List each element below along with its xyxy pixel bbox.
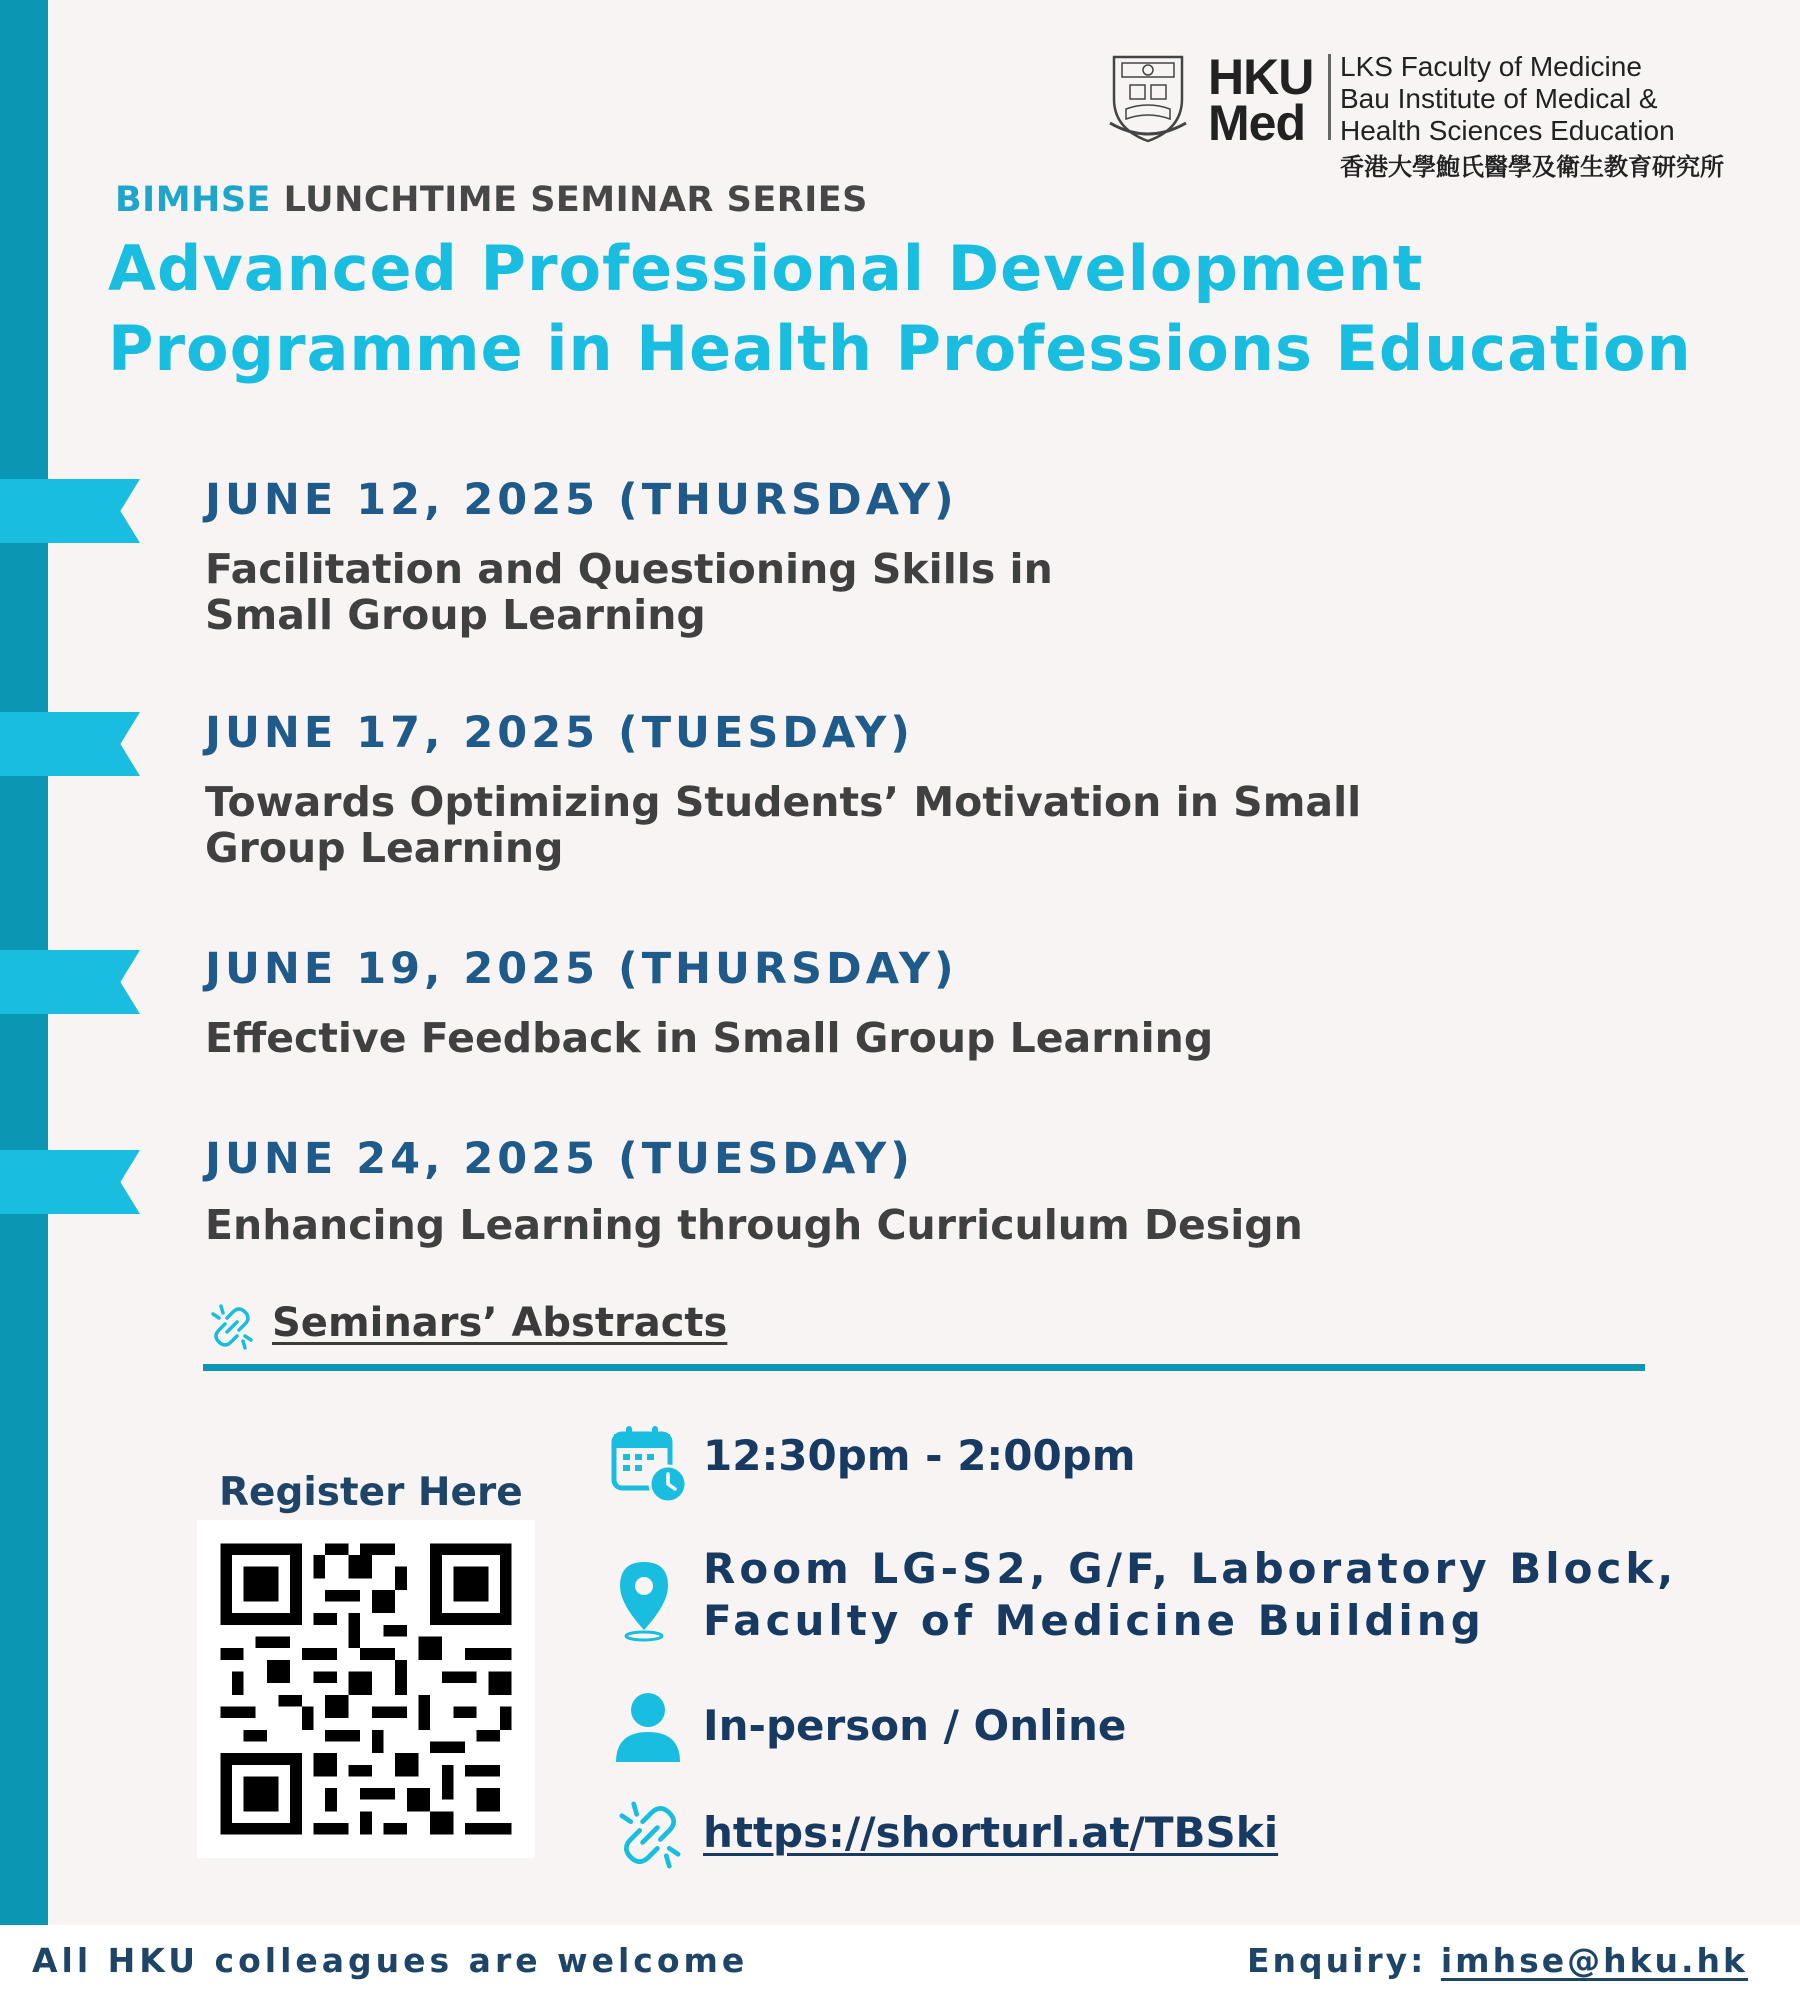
qr-code[interactable] bbox=[197, 1520, 535, 1858]
qr-code-graphic bbox=[197, 1520, 535, 1858]
link-icon bbox=[205, 1300, 259, 1354]
date-ribbon bbox=[0, 950, 140, 1014]
welcome-text: All HKU colleagues are welcome bbox=[32, 1941, 749, 1980]
seminar-topic bbox=[205, 779, 1505, 871]
enquiry-label: Enquiry: bbox=[1246, 1941, 1441, 1980]
seminar-date: JUNE 12, 2025 (THURSDAY) bbox=[205, 475, 958, 525]
seminar-topic bbox=[205, 1202, 1505, 1248]
seminar-date: JUNE 19, 2025 (THURSDAY) bbox=[205, 944, 958, 994]
register-label: Register Here bbox=[219, 1470, 523, 1515]
venue-line: Faculty of Medicine Building bbox=[703, 1596, 1485, 1645]
series-rest: LUNCHTIME SEMINAR SERIES bbox=[270, 180, 868, 220]
registration-url-link[interactable]: https://shorturl.at/TBSki bbox=[703, 1808, 1279, 1857]
enquiry-text bbox=[1247, 1941, 1748, 1980]
section-divider bbox=[203, 1364, 1645, 1371]
logo-chinese-name: 香港大學鮑氏醫學及衛生教育研究所 bbox=[1340, 153, 1724, 181]
seminar-topic-line: Enhancing Learning through Curriculum Design bbox=[205, 1201, 1303, 1249]
logo-faculty-line: Bau Institute of Medical & bbox=[1340, 83, 1658, 114]
logo-faculty-line: Health Sciences Education bbox=[1340, 115, 1675, 146]
calendar-clock-icon bbox=[610, 1422, 690, 1506]
enquiry-email-link[interactable]: imhse@hku.hk bbox=[1440, 1941, 1748, 1980]
page-title-line: Advanced Professional Development bbox=[108, 232, 1424, 305]
seminar-date: JUNE 17, 2025 (TUESDAY) bbox=[205, 708, 914, 758]
logo-hku-text: HKU bbox=[1208, 49, 1314, 105]
series-heading bbox=[115, 180, 868, 220]
venue-text bbox=[703, 1543, 1677, 1647]
seminar-topic-line: Group Learning bbox=[205, 824, 564, 872]
abstracts-link[interactable]: Seminars’ Abstracts bbox=[272, 1300, 728, 1346]
time-text: 12:30pm - 2:00pm bbox=[703, 1431, 1136, 1480]
seminar-topic-line: Facilitation and Questioning Skills in bbox=[205, 545, 1053, 593]
link-icon bbox=[610, 1795, 690, 1875]
series-accent: BIMHSE bbox=[115, 180, 271, 220]
date-ribbon bbox=[0, 479, 140, 543]
page-title-line: Programme in Health Professions Education bbox=[108, 312, 1692, 385]
mode-text: In-person / Online bbox=[703, 1701, 1127, 1750]
logo-divider bbox=[1328, 54, 1331, 140]
venue-line: Room LG-S2, G/F, Laboratory Block, bbox=[703, 1544, 1678, 1593]
university-crest-icon bbox=[1108, 53, 1188, 145]
seminar-topic-line: Small Group Learning bbox=[205, 591, 706, 639]
seminar-topic-line: Towards Optimizing Students’ Motivation in Small bbox=[205, 778, 1362, 826]
seminar-topic bbox=[205, 546, 1505, 638]
date-ribbon bbox=[0, 712, 140, 776]
date-ribbon bbox=[0, 1150, 140, 1214]
seminar-topic-line: Effective Feedback in Small Group Learning bbox=[205, 1014, 1214, 1062]
location-pin-icon bbox=[614, 1558, 674, 1642]
logo-med-text: Med bbox=[1208, 95, 1305, 151]
logo-faculty-line: LKS Faculty of Medicine bbox=[1340, 51, 1642, 82]
person-icon bbox=[612, 1690, 684, 1764]
seminar-topic bbox=[205, 1015, 1505, 1061]
seminar-date: JUNE 24, 2025 (TUESDAY) bbox=[205, 1134, 914, 1184]
